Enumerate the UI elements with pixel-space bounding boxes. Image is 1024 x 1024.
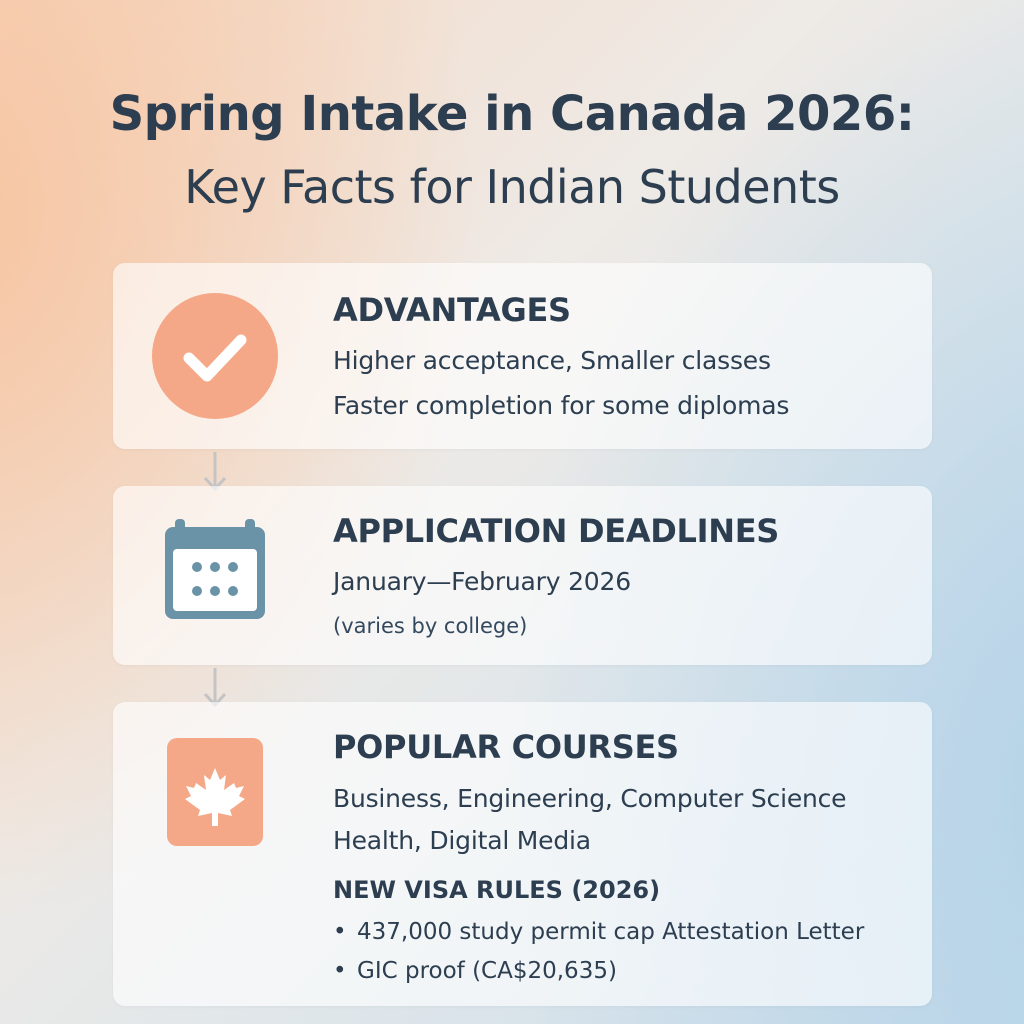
courses-line-2: Health, Digital Media bbox=[333, 826, 591, 855]
visa-rule-text: GIC proof (CA$20,635) bbox=[357, 958, 617, 984]
visa-rules-title: NEW VISA RULES (2026) bbox=[333, 876, 661, 904]
checkmark-circle-icon bbox=[151, 292, 279, 420]
visa-rule-text: 437,000 study permit cap Attestation Letter bbox=[357, 919, 865, 945]
deadlines-note: (varies by college) bbox=[333, 614, 528, 638]
visa-rule-item bbox=[333, 958, 617, 984]
advantages-line-2: Faster completion for some diplomas bbox=[333, 391, 790, 420]
courses-card bbox=[113, 702, 932, 1006]
page-title: Spring Intake in Canada 2026: bbox=[109, 86, 915, 142]
bullet-icon: • bbox=[333, 958, 347, 984]
calendar-icon bbox=[163, 519, 267, 623]
courses-line-1: Business, Engineering, Computer Science bbox=[333, 784, 847, 813]
deadlines-title: APPLICATION DEADLINES bbox=[333, 512, 780, 550]
page-subtitle: Key Facts for Indian Students bbox=[184, 160, 840, 214]
advantages-title: ADVANTAGES bbox=[333, 291, 571, 329]
deadlines-card bbox=[113, 486, 932, 665]
visa-rule-item bbox=[333, 919, 864, 945]
advantages-line-1: Higher acceptance, Smaller classes bbox=[333, 346, 771, 375]
deadlines-dates: January—February 2026 bbox=[333, 567, 631, 596]
advantages-card bbox=[113, 263, 932, 449]
bullet-icon: • bbox=[333, 919, 347, 945]
maple-leaf-icon bbox=[167, 738, 263, 846]
courses-title: POPULAR COURSES bbox=[333, 728, 679, 766]
